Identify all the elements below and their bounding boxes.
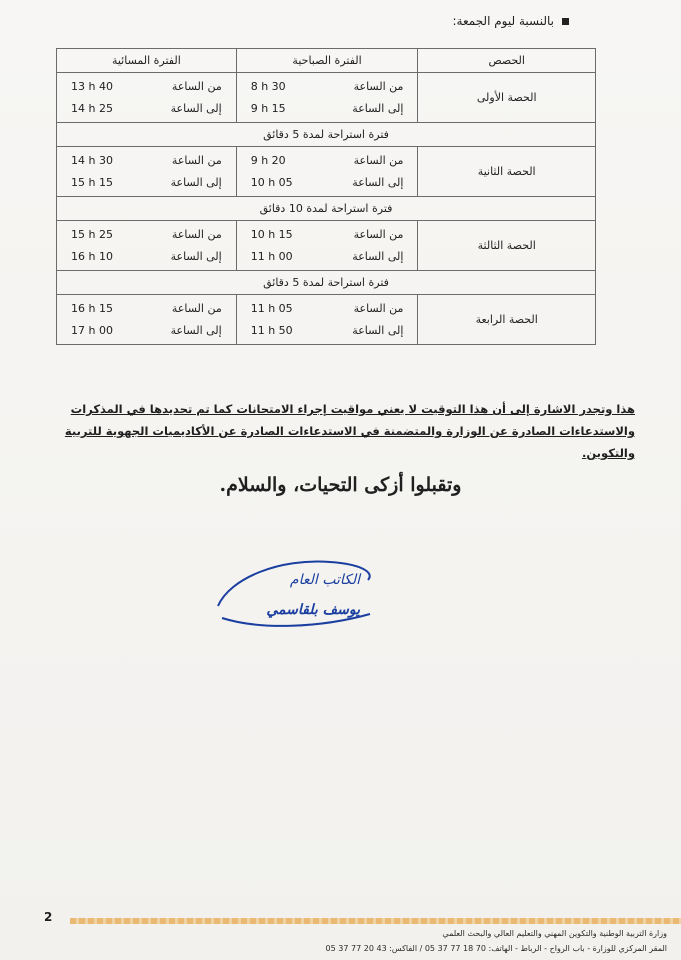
section-heading <box>452 14 569 28</box>
to-label: إلى الساعة <box>170 176 222 189</box>
from-time: 13 h 40 <box>71 80 113 93</box>
break-text: فترة استراحة لمدة 5 دقائق <box>57 123 596 147</box>
evening-times <box>57 221 237 271</box>
from-time: 9 h 20 <box>250 154 286 167</box>
from-label: من الساعة <box>353 154 404 167</box>
to-label: إلى الساعة <box>352 250 404 263</box>
signature-name: يوسف بلقاسمي <box>266 602 360 618</box>
ministry-footer <box>326 926 667 956</box>
evening-times <box>57 73 237 123</box>
session-name: الحصة الثالثة <box>418 221 596 271</box>
from-label: من الساعة <box>171 154 222 167</box>
evening-times <box>57 295 237 345</box>
to-time: 17 h 00 <box>71 324 113 337</box>
from-label: من الساعة <box>353 80 404 93</box>
header-evening: الفترة المسائية <box>57 49 237 73</box>
page-number: 2 <box>44 910 53 924</box>
break-row <box>57 197 596 221</box>
morning-times <box>236 221 418 271</box>
footer-band <box>70 918 681 924</box>
to-time: 9 h 15 <box>250 102 286 115</box>
to-label: إلى الساعة <box>352 324 404 337</box>
signature-title: الكاتب العام <box>289 572 360 588</box>
table-row <box>57 147 596 197</box>
table-row <box>57 73 596 123</box>
break-row <box>57 271 596 295</box>
session-name: الحصة الرابعة <box>418 295 596 345</box>
table-row <box>57 221 596 271</box>
from-time: 16 h 15 <box>71 302 113 315</box>
header-morning: الفترة الصباحية <box>236 49 418 73</box>
session-name: الحصة الأولى <box>418 73 596 123</box>
break-text: فترة استراحة لمدة 10 دقائق <box>57 197 596 221</box>
footer-contact: المقر المركزي للوزارة - باب الرواح - الرباط - الهاتف: 70 18 77 37 05 / الفاكس: 43 20 77 37 05 <box>325 944 667 953</box>
header-sessions: الحصص <box>418 49 596 73</box>
heading-text: بالنسبة ليوم الجمعة: <box>452 14 554 28</box>
from-label: من الساعة <box>171 80 222 93</box>
morning-times <box>236 73 418 123</box>
from-label: من الساعة <box>171 228 222 241</box>
from-label: من الساعة <box>171 302 222 315</box>
to-time: 16 h 10 <box>71 250 113 263</box>
from-time: 11 h 05 <box>250 302 293 315</box>
break-row <box>57 123 596 147</box>
to-time: 11 h 00 <box>250 250 293 263</box>
to-label: إلى الساعة <box>170 250 222 263</box>
to-time: 15 h 15 <box>71 176 113 189</box>
from-label: من الساعة <box>353 228 404 241</box>
to-time: 11 h 50 <box>250 324 293 337</box>
to-time: 10 h 05 <box>250 176 293 189</box>
to-label: إلى الساعة <box>170 102 222 115</box>
handwritten-signature <box>210 548 380 638</box>
schedule-table <box>56 48 596 345</box>
session-name: الحصة الثانية <box>418 147 596 197</box>
morning-times <box>236 147 418 197</box>
morning-times <box>236 295 418 345</box>
to-time: 14 h 25 <box>71 102 113 115</box>
closing-greeting: وتقبلوا أزكى التحيات، والسلام. <box>219 474 462 496</box>
break-text: فترة استراحة لمدة 5 دقائق <box>57 271 596 295</box>
exam-timing-note <box>43 398 635 464</box>
from-time: 15 h 25 <box>71 228 113 241</box>
note-line-2: والاستدعاءات الصادرة عن الوزارة والمتضمنة في الاستدعاءات الصادرة عن الأكاديميات الجهوية للتربية والتكوين. <box>64 424 635 460</box>
table-row <box>57 295 596 345</box>
from-time: 8 h 30 <box>250 80 286 93</box>
bullet-square-icon <box>562 18 569 25</box>
from-label: من الساعة <box>353 302 404 315</box>
table-header-row <box>57 49 596 73</box>
note-line-1: هذا وتجدر الاشارة إلى أن هذا التوقيت لا يعني مواقيت إجراء الامتحانات كما تم تحديدها في المذكرات <box>70 402 635 416</box>
footer-ministry-name: وزارة التربية الوطنية والتكوين المهني والتعليم العالي والبحث العلمي <box>442 929 667 938</box>
to-label: إلى الساعة <box>352 102 404 115</box>
from-time: 10 h 15 <box>250 228 293 241</box>
from-time: 14 h 30 <box>71 154 113 167</box>
to-label: إلى الساعة <box>352 176 404 189</box>
to-label: إلى الساعة <box>170 324 222 337</box>
evening-times <box>57 147 237 197</box>
